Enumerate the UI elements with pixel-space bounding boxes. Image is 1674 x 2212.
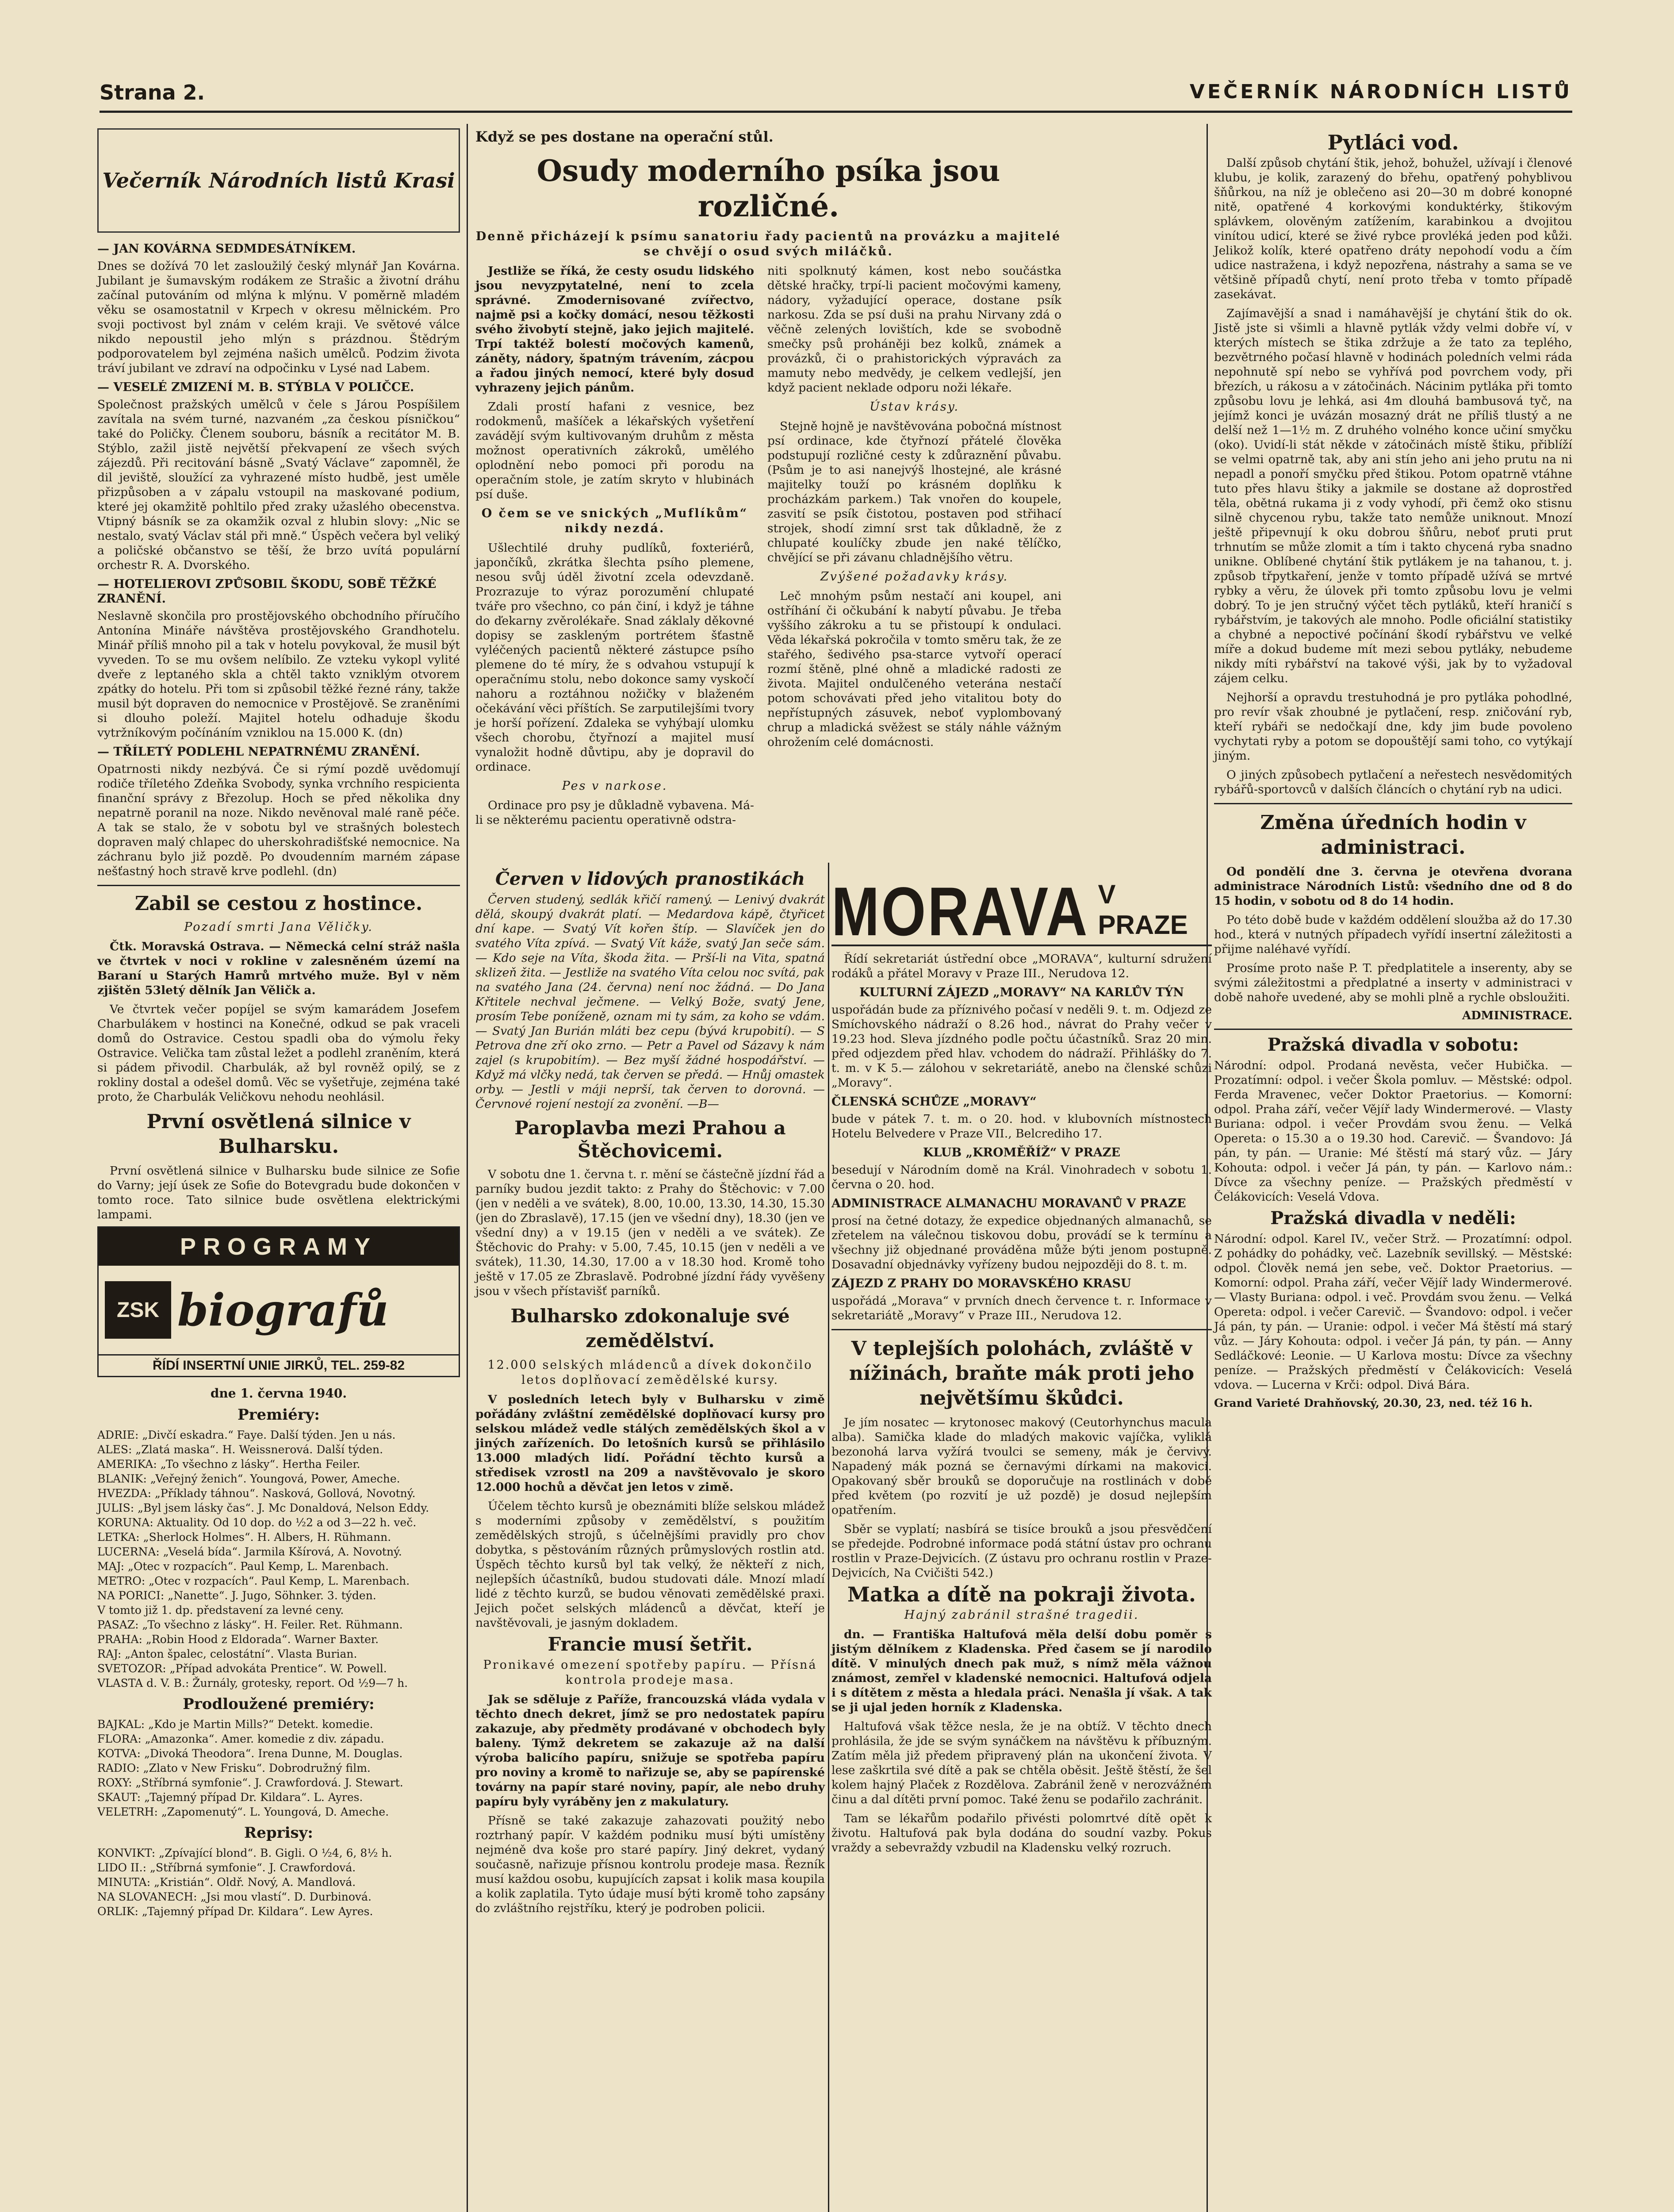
section-title: Prodloužené premiéry: <box>183 1695 375 1713</box>
programs-logo <box>99 1266 459 1354</box>
article-text: Červen studený, sedlák křičí ramený. — Lenivý dvakrát dělá, skoupý dvakrát platí. — Medardova kápě, čtyřicet dní kape. — Svatý Vít kořen štíp. — Slavíček jen do svatého Víta zpívá. — Svatý Vít káže, svatý Jan seče sám. — Kdo seje na Víta, škoda žita. — Prší-li na Vita, spatná sklizeň žita. — Jestliže na svatého Víta celou noc svítá, pak na svatého Jana (24. června) není noc žádná. — Do Jana Křtitele nechval ječmene. — Velký Bože, svatý Jene, prosím Tebe poníženě, oznam mi ty sám, za koho se vdám. — Svatý Jan Burián mláti bez cepu (bývá krupobití). — S Petrova dne zří oko zrno. — Petr a Pavel od Sázavy k nám zajel (s krupobitím). — Bez myší žádné hospodářství. — Když má vlčky nedá, tak červen se předá. — Hnůj omastek orby. — Jestli v máji neprší, tak červen to dorovná. — Červnové rojení nestojí za zvonění. —B— <box>475 893 825 1111</box>
headline: V teplejších polohách, zvláště v nížinách, braňte mák proti jeho největšímu škůdci. <box>849 1337 1195 1409</box>
article-text: Jestliže se říká, že cesty osudu lidského jsou nevyzpytatelné, není to zcela správné. Zmodernisované zvířectvo, najmě psi a kočky domácí, nesou těžkosti svého živobytí stejně, jako jejich majitelé. Trpí taktéž bolestí močových kamenů, záněty, nádory, špatným trávením, zácpou a řadou jiných nemocí, které byly dosud vyhrazeny jejich pánům. <box>475 264 754 395</box>
morava-section <box>831 865 1212 2212</box>
article-title: — JAN KOVÁRNA SEDMDESÁTNÍKEM. <box>97 242 356 256</box>
section-title: Premiéry: <box>238 1406 320 1424</box>
article-text: Tam se lékařům podařilo přivésti polomrtvé dítě opět k životu. Haltufová pak byla dodána do soudní vazby. Pokus vraždy a sebevraždy vzbudil na Kladensku velký rozruch. <box>831 1812 1212 1855</box>
cinema-listing-item: ROXY: „Stříbrná symfonie“. J. Crawfordová. J. Stewart. <box>97 1776 403 1789</box>
column-3 <box>1214 128 1572 2212</box>
cinema-listing-item: ALES: „Zlatá maska“. H. Weissnerová. Další týden. <box>97 1443 383 1456</box>
notice-title: ČLENSKÁ SCHŮZE „MORAVY“ <box>831 1095 1037 1109</box>
cinema-listing-item: METRO: „Otec v rozpacích“. Paul Kemp, L. Marenbach. <box>97 1575 410 1587</box>
article-text: Čtk. Moravská Ostrava. — Německá celní stráž našla ve čtvrtek v noci v rokline v zalesněném území na Baraní u Starých Hamrů mrtvého muže. Byl v něm zjištěn 53letý dělník Jan Věličk a. <box>97 940 460 997</box>
column-rule <box>467 124 468 2212</box>
cinema-listing-item: MAJ: „Otec v rozpacích“. Paul Kemp, L. Marenbach. <box>97 1560 389 1573</box>
vecernik-logo: Večerník Národních listů Krasi <box>97 128 460 233</box>
section-subtitle: Ústav krásy. <box>870 400 959 414</box>
notice-title: KULTURNÍ ZÁJEZD „MORAVY“ NA KARLŮV TÝN <box>859 986 1184 999</box>
reprise-list <box>97 1846 460 1918</box>
cinema-listing-item: NA PORICI: „Nanette“. J. Jugo, Söhnker. 3. týden. <box>97 1589 376 1602</box>
article-text: Účelem těchto kursů je obeznámiti blíže selskou mládež s moderními způsoby v zemědělství, s použitím zemědělských strojů, s účelnějšími pravidly pro chov dobytka, s pěstováním různých průmyslových rostlin atd. Úspěch těchto kursů byl tak velký, že někteří z nich, nejlepších účastníků, budou studovati dále. Mnozí mladí lidé z těchto kurzů, se budou věnovati zemědělské praxi. Jejich počet selských mládenců a děvčat, kteří je navštěvovali, je jasným dokladem. <box>475 1499 825 1630</box>
subheadline: Hajný zabránil strašné tragedii. <box>904 1608 1139 1622</box>
cinema-listing-item: BAJKAL: „Kdo je Martin Mills?“ Detekt. komedie. <box>97 1718 373 1731</box>
article-text: besedují v Národním domě na Král. Vinohradech v sobotu 1. června o 20. hod. <box>831 1163 1212 1191</box>
article-title: — HOTELIEROVI ZPŮSOBIL ŠKODU, SOBĚ TĚŽKÉ ZRANĚNÍ. <box>97 577 437 606</box>
cinema-listing-item: PASAZ: „To všechno z lásky“. H. Feiler. Ret. Rühmann. <box>97 1618 403 1631</box>
cinema-listing-item: ORLIK: „Tajemný případ Dr. Kildara“. Lew Ayres. <box>97 1905 373 1918</box>
article-text: Ve čtvrtek večer popíjel se svým kamarádem Josefem Charbulákem v hostinci na Konečné, odkud se pak vraceli domů do Ostravice. Cestou spadli oba do výmolu řeky Ostravice. Velička tam zůstal ležet a podlehl zraněním, která si pádem přivodil. Charbulák, až byl rovněž opilý, se z rokliny dostal a odešel domů. Věc se vyšetřuje, zejména také proto, že Charbulák Veličkovu nehodu neohlásil. <box>97 1002 460 1104</box>
cinema-listing-item: LIDO II.: „Stříbrná symfonie“. J. Crawfordová. <box>97 1861 356 1874</box>
headline: Paroplavba mezi Prahou a Štěchovicemi. <box>514 1117 786 1162</box>
zsk-logo: ZSK <box>105 1281 171 1339</box>
headline: Francie musí šetřit. <box>548 1633 753 1655</box>
cinema-listing-item: FLORA: „Amazonka“. Amer. komedie z div. západu. <box>97 1732 384 1745</box>
column-1 <box>97 128 460 2212</box>
headline: Pražská divadla v neděli: <box>1270 1208 1516 1229</box>
article-text: Neslavně skončila pro prostějovského obchodního příručího Antonína Mináře návštěva prostějovského Grandhotelu. Minář příliš mnoho pil a tak v hotelu povykoval, že musil být vyveden. To se mu ovšem nelíbilo. Ze vzteku vykopl vylité dveře z leptaného skla a chtěl takto vzniklým otvorem zpátky do hotelu. Při tom si způsobil těžké řezné rány, takže musil být dopraven do nemocnice v Prostějově. Se zraněními si dlouho poleží. Majitel hotelu odhaduje škodu vytržníkovým počínáním vzniklou na 15.000 K. (dn) <box>97 609 460 740</box>
article-title: — TŘÍLETÝ PODLEHL NEPATRNÉMU ZRANĚNÍ. <box>97 745 420 759</box>
cinema-listing-item: NA SLOVANECH: „Jsi mou vlastí“. D. Durbinová. <box>97 1890 372 1903</box>
article-text: Jak se sděluje z Paříže, francouzská vláda vydala v těchto dnech dekret, jímž se pro nedostatek papíru zakazuje, aby předměty prodávané v obchodech byly baleny. Týmž dekretem se zakazuje až na další výroba balicího papíru, snižuje se spotřeba papíru pro noviny a kromě to nařizuje se, aby se papírenské továrny na papír staré noviny, papír, ale nebo druhy papíru byly vyráběny jen z makulatury. <box>475 1693 825 1809</box>
theatre-listing: Národní: odpol. Karel IV., večer Strž. — Prozatímní: odpol. Z pohádky do pohádky, več. Lazebník sevillský. — Městské: odpol. Člověk nemá jen sebe, več. Doktor Praetorius. — Komorní: odpol. Praha září, večer Vějíř lady Windermerové. — Vlasty Buriana: odpol. i več. Provdám svou ženu. — Velká Opereta: odpol. i večer Carevič. — Švandovo: odpol. i večer Já pán, ty pán. — Uranie: odpol. i večer Má štěstí má starý vůz. — Járy Kohouta: odpol. i večer Já pán, ty pán. — Anny Sedláčkové: Leonie. — U Karlova mostu: Dívce za všechny peníze. — Pražských předměstí v Čelákovicích: Veselá vdova. — Lucerna v Krči: odpol. Divá Bára. <box>1214 1232 1572 1392</box>
cinema-listing-item: AMERIKA: „To všechno z lásky“. Hertha Feiler. <box>97 1458 360 1471</box>
subheadline: Pronikavé omezení spotřeby papíru. — Přísná kontrola prodeje masa. <box>483 1658 817 1687</box>
morava-subtitle: V PRAZE <box>1098 879 1188 940</box>
article-text: Prosíme proto naše P. T. předplatitele a inserenty, aby se svými záležitostmi a předplatné a inserty v administraci v době nahoře uvedené, aby se mohli plně a rychle obsloužiti. <box>1214 961 1572 1004</box>
main-subheadline: Denně přicházejí k psímu sanatoriu řady pacientů na provázku a majitelé se chvějí o osud svých miláčků. <box>475 230 1061 258</box>
article-text: Je jím nosatec — krytonosec makový (Ceutorhynchus macula alba). Samička klade do mladých makovic vajíčka, vyliklá bezonohá larva vyžírá tvoulci se semeny, mák je červivý. Napadený mák pozná se černavými dírkami na makovici. Opakovaný sběr brouků se doporučuje na rostlinách v době před květem (po rozvití je už pozdě) je dosud nejlepším opatřením. <box>831 1416 1212 1517</box>
divider <box>97 885 460 886</box>
article-text: O jiných způsobech pytlačení a neřestech nesvědomitých rybářů-sportovců v dalších článcích o chytání ryb na udici. <box>1214 768 1572 796</box>
article-kicker: Když se pes dostane na operační stůl. <box>475 128 774 145</box>
cinema-listing-item: HVEZDA: „Příklady táhnou“. Nasková, Gollová, Novotný. <box>97 1487 416 1500</box>
article-text: Po této době bude v každém oddělení sloužba až do 17.30 hod., která v nutných případech vyřídí insertní záležitosti a přijme naléhavé vyřídí. <box>1214 913 1572 956</box>
article-text: Sběr se vyplatí; nasbírá se tisíce brouků a jsou přesvědčení se předejde. Podrobné informace podá státní ústav pro ochranu rostlin v Praze-Dejvicích. (Z ústavu pro ochranu rostlin v Praze-Dejvicích, Na Cvičišti 542.) <box>831 1522 1212 1580</box>
section-subtitle: Zvýšené požadavky krásy. <box>820 570 1009 584</box>
cinema-listing-item: VELETRH: „Zapomenutý“. L. Youngová, D. Ameche. <box>97 1805 389 1818</box>
article-text: Přísně se také zakazuje zahazovati použitý nebo roztrhaný papír. V každém podniku musí býti umístěny nejméně dva koše pro staré papíry. Jiný dekret, vydaný současně, nařizuje přísnou kontrolu prodeje masa. Řezník musí každou osobu, kupujících zapsat i kolik masa koupila a kolik zaplatila. Tyto údaje musí býti kromě toho zapsány do zvláštního rejstříku, který je podroben policii. <box>475 1814 825 1915</box>
headline: Změna úředních hodin v administraci. <box>1260 811 1526 859</box>
main-article <box>475 128 1061 827</box>
program-date: dne 1. června 1940. <box>210 1386 347 1401</box>
article-text: uspořádán bude za příznivého počasí v neděli 9. t. m. Odjezd ze Smíchovského nádraží o 8.26 hod., návrat do Prahy večer v 19.23 hod. Sleva jízdného podle počtu účastníků. Sraz 20 min. před odjezdem před hlav. vchodem do nádraží. Přihlášky do 7. t. m. v K 5.— zálohou v sekretariátě, anebo na členské schůzi „Moravy“. <box>831 1003 1212 1090</box>
article-text: Haltufová však těžce nesla, že je na obtíž. V těchto dnech prohlásila, že jde se svým synáčkem na návštěvu k příbuzným. Zatím měla již předem připravený plán na ukončení života. V lese zaškrtila své dítě a pak se chtěla oběsit. Ještě štěstí, že šel kolem hajný Plaček z Rozdělova. Zabránil ženě v nerozvážném činu a dal dítěti první pomoc. Také ženu se podařilo zachránit. <box>831 1720 1212 1806</box>
article-text: bude v pátek 7. t. m. o 20. hod. v klubovních místnostech Hotelu Belvedere v Praze VII., Belcrediho 17. <box>831 1112 1212 1141</box>
notice-title: ZÁJEZD Z PRAHY DO MORAVSKÉHO KRASU <box>831 1277 1131 1290</box>
page-number: Strana 2. <box>100 81 205 104</box>
section-title: Reprisy: <box>244 1824 313 1842</box>
headline: Bulharsko zdokonaluje své zemědělství. <box>510 1305 790 1352</box>
cinema-listing-item: SKAUT: „Tajemný případ Dr. Kildara“. L. Ayres. <box>97 1791 363 1804</box>
subheadline: 12.000 selských mládenců a dívek dokončilo letos doplňovací zemědělské kursy. <box>487 1358 813 1387</box>
column-2 <box>475 865 825 2212</box>
programs-banner: PROGRAMY <box>99 1228 459 1266</box>
divider <box>1214 1029 1572 1030</box>
article-text: Ušlechtilé druhy pudlíků, foxteriérů, japončíků, zkrátka šlechta psího plemene, nesou svůj úděl životní zcela odevzdaně. Prozrazuje to výraz porozumění chlupaté tváře pro všechno, co pán činí, i když je táhne do ďekarny zvěrolékaře. Snad záklaly děkovné dopisy se zaskleným portrétem šťastně vyléčených pacientů některé zástupce psího plemene do té míry, že s odvahou vstupují k operačnímu stolu, nebo dokonce samy vyskočí nahoru a roztáhnou nožičky v blaženém očekávání věci příštích. Se zarputilejšími tvory je horší pořízení. Zdaleka se vyhýbají ulomku všech chorobu, čtyřnozí a majitel musí vynaložit hodně důvtipu, aby je dopravil do ordinace. <box>475 541 754 774</box>
cinema-listing-item: ADRIE: „Divčí eskadra.“ Faye. Další týden. Jen u nás. <box>97 1429 396 1441</box>
extended-premiere-list <box>97 1717 460 1819</box>
section-subtitle: Pes v narkose. <box>562 779 668 793</box>
article-text: Řídí sekretariát ústřední obce „MORAVA“, kulturní sdružení rodáků a přátel Moravy v Praze III., Nerudova 12. <box>831 952 1212 980</box>
article-text: Dnes se dožívá 70 let zasloužilý český mlynář Jan Kovárna. Jubilant je šumavským rodákem ze Strašic a životní dráhu začínal putováním od mlýna k mlýnu. V poměrně mladém věku se osamostatnil v Krpech v okresu mělnickém. Pro svoji poctivost byl znám v celém kraji. Ve světové válce nikdo nepoustil jeho mlýn s prázdnou. Štědrým podporovatelem byl zejména našich umělců. Podzim života tráví jubilant ve zdraví na odpočinku v Lysé nad Labem. <box>97 259 460 375</box>
article-text: Další způsob chytání štik, jehož, bohužel, užívají i členové klubu, je kolik, zarazený do břehu, opatřený pohyblivou šňůrkou, na níž je oblečeno asi 20—30 m dobré konopné nitě, opatřené 4 korkovými konduktérky, štikovým splávkem, olověným zatížením, karabinkou a dvojitou vinítou udicí, které se živé rybce provléká jeden pod kůži. Jelikož kolík, které opatřeno dráty nepohodí vodu a čím udice nastražena, i když nepozřena, nástrahy a sama se ve většině případů chytí, není proto třeba v tomto případě zasekávat. <box>1214 156 1572 301</box>
section-subtitle: O čem se ve snických „Muflíkům“ nikdy nezdá. <box>481 507 748 535</box>
cinema-listing-item: MINUTA: „Kristián“. Oldř. Nový, A. Mandlová. <box>97 1876 356 1889</box>
cinema-listing-item: RAJ: „Anton špalec, celostátní“. Vlasta Burian. <box>97 1647 357 1660</box>
headline: Pražská divadla v sobotu: <box>1267 1034 1519 1055</box>
headline: Pytláci vod. <box>1327 131 1459 154</box>
varieté-notice: Grand Varieté Drahňovský, 20.30, 23, ned. též 16 h. <box>1214 1397 1533 1409</box>
column-rule <box>828 863 829 2212</box>
cinema-listing-item: BLANIK: „Veřejný ženich“. Youngová, Power, Ameche. <box>97 1472 400 1485</box>
article-text: niti spolknutý kámen, kost nebo součástka dětské hračky, trpí-li pacient močovými kameny, nádory, vyžadující operace, dostane psík narkosu. Zda se psí duši na prahu Nirvany zdá o věčně zelených lovištích, kde se svobodně smečky psů proháněji bez kolků, známek a provázků, či o prahistorických výpravách za mamuty nebo medvědy, je celkem vedlejší, jen když pacient neklade odporu noži lékaře. <box>767 264 1061 395</box>
morava-title: MORAVA <box>831 872 1089 950</box>
signature: ADMINISTRACE. <box>1462 1009 1572 1022</box>
newspaper-name: VEČERNÍK NÁRODNÍCH LISTŮ <box>1189 81 1572 103</box>
morava-banner <box>831 865 1212 950</box>
article-text: Společnost pražských umělců v čele s Járou Pospíšilem zavítala na svém turné, nazvaném „za českou písničkou“ také do Poličky. Členem souboru, básník a recitátor M. B. Stýblo, zažil jistě největší překvapení ze všech svých zájezdů. Při recitování básně „Svatý Václave“ zapomněl, že dil jeviště, sloužící za vyhrazené místo hudbě, jest uměle přizpůsoben a v zápalu vstoupil na maskované podium, které jej okamžitě pohltilo před zraky užaslého obecenstva. Vtipný básník se za okamžik ozval z hlubin slovy: „Nic se nestalo, svatý Václav stál při mně.“ Úspěch večera byl veliký a poličské občanstvo se těší, že brzo uvítá populární orchestr R. A. Dvorského. <box>97 398 460 572</box>
article-text: Nejhorší a opravdu trestuhodná je pro pytláka pohodlné, pro revír však zhoubné je pytlačení, resp. zničování ryb, kteří rybáři se nedočkají dne, kdy jim bude povoleno vychytati ryby a potom se dopouštějí sami toho, co vytýkají jiným. <box>1214 691 1572 763</box>
cinema-listing-item: VLASTA d. V. B.: Žurnály, grotesky, report. Od ½9—7 h. <box>97 1677 408 1690</box>
cinema-listing-item: KORUNA: Aktuality. Od 10 dop. do ½2 a od 3—22 h. več. <box>97 1516 417 1529</box>
main-headline: Osudy moderního psíka jsou rozličné. <box>536 154 1000 223</box>
article-text: V sobotu dne 1. června t. r. mění se částečně jízdní řád a parníky budou jezdit takto: z Prahy do Štěchovic: v 7.00 (jen v neděli a ve svátek), 8.00, 10.00, 13.30, 14.30, 15.30 (jen do Zbraslavě), 17.15 (jen ve všední dny), 18.30 (jen ve všední dny) a v 19.15 (jen v neděli a ve svátek). Ze Štěchovic do Prahy: v 5.00, 7.45, 10.15 (jen v neděli a ve svátek), 11.30, 14.30, 17.00 a v 18.30 hod. Kromě toho ještě v 17.05 ze Zbraslavě. Podrobné jízdní řády vyvěšeny jsou v všech přístavišť parníků. <box>475 1167 825 1298</box>
article-text: dn. — Františka Haltufová měla delší dobu poměr s jistým dělníkem z Kladenska. Před časem se jí narodilo dítě. V minulých dnech pak muž, s nímž měla vážnou známost, zemřel v kladenské nemocnici. Haltufová odjela i s dítětem z města a hledala práci. Nenašla jí však. A tak se ji ujal jeden horník z Kladenska. <box>831 1628 1212 1714</box>
premiere-list <box>97 1428 460 1690</box>
article-text: Stejně hojně je navštěvována pobočná místnost psí ordinace, kde čtyřnozí přátelé člověka podstupují rozličné cesty k zdůraznění půvabu. (Psům je to asi nanejvýš lhostejné, ale krásné majitelky touží po krásném doplňku k procházkám parkem.) Tak vnořen do koupele, zasvití se psík čistotou, postaven pod střihací strojek, shodí zimní srst tak důkladně, že z chlupaté koulíčky zbude jen naké tělíčko, chvějící se při závanu chladnějšího větru. <box>767 419 1061 565</box>
cinema-listing-item: LETKA: „Sherlock Holmes“. H. Albers, H. Rühmann. <box>97 1531 391 1544</box>
cinema-listing-item: SVETOZOR: „Případ advokáta Prentice“. W. Powell. <box>97 1662 387 1675</box>
headline: První osvětlená silnice v Bulharsku. <box>146 1110 411 1158</box>
article-text: uspořádá „Morava“ v prvních dnech července t. r. Informace v sekretariátě „Moravy“ v Praze III., Nerudova 12. <box>831 1294 1212 1322</box>
article-title: — VESELÉ ZMIZENÍ M. B. STÝBLA V POLIČCE. <box>97 380 414 394</box>
divider <box>1214 803 1572 804</box>
headline: Červen v lidových pranostikách <box>495 868 805 889</box>
subheadline: Pozadí smrti Jana Věličky. <box>184 920 373 934</box>
article-text: Zajímavější a snad i namáhavější je chytání štik do ok. Jistě jste si všimli a hlavně pytlák vždy velmi dobře ví, v kterých místech se štika zdržuje a že tato za teplého, bezvětrného počasí hlavně v hodinách poledních velmi ráda nepohnutě spí nebo se vyhřívá pod povrchem vody, při březích, u rákosu a v zátočinách. Nácinim pytláka při tomto způsobu lovu je lehká, asi 4m dlouhá bambusová tyč, na jejímž konci je uvázán mosazný drát ne příliš tlustý a ne delší než 1—1½ m. Z druhého volného konce učiní smyčku (oko). Uvidí-li stát někde v zátočinách místě štiku, přiblíží se velmi opatrně tak, aby ani stín jeho ani jeho prutu na ni nepadl a ponoří smyčku před štikou. Potom opatrně vtáhne tuto přes hlavu štiky a jakmile se dostane až doprostřed těla, obětná rukama ji z vody vyhodí, při čemž oko stisnu silně chycenou rybu, takže tato nemůže uniknout. Mnozí ještě připevnují k oku dobrou šňůru, neboť pruti prut trhnutím se může zlomit a tím i takto chycená ryba snadno unikne. Oblíbené chytání štik pytlákem je na tahanou, t. j. způsob třpytkaření, jenže v tomto případě užívá se mrtvé rybky a věru, že úlovek při tomto způsobu lovu je velmi dobrý. To je jen stručný výčet těch pytláků, kteří hraničí s rybářstvím, je takových ale mnoho. Podle oficiální statistiky a chybné a nepoctivé počínání škodí rybářstvu ve velké míře a dokud budeme mít mezi sebou pytláky, nebudeme nikdy míti rybářství na takové výši, jak by to vyžadoval zájem celku. <box>1214 307 1572 685</box>
article-text: Zdali prostí hafani z vesnice, bez rodokmenů, mašíček a lékařských vyšetření zavádějí svým kultivovaným druhům z města možnost operativních zákroků, umělého oplodnění nebo pomoci při porodu na operačním stole, je zatím skryto v hlubinách psí duše. <box>475 400 754 501</box>
article-text: Od pondělí dne 3. června je otevřena dvorana administrace Národních Listů: všedního dne od 8 do 15 hodin, v sobotu od 8 do 14 hodin. <box>1214 865 1572 908</box>
article-text: Opatrnosti nikdy nezbývá. Če si rýmí pozdě uvědomují rodiče tříletého Zdeňka Svobody, synka vrchního respicienta finanční správy z Březolup. Hoch se před několika dny nepatrně poranil na noze. Nikdo nevěnoval malé raně péče. A tak se stalo, že v sobotu byl ve strašných bolestech dopraven malý chlapec do uherskohradišťské nemocnice. Na záchranu bylo již pozdě. Po dvoudenním marném zápase nešťastný hoch stravě krve podlehl. (dn) <box>97 762 460 878</box>
cinema-listing-item: KONVIKT: „Zpívající blond“. B. Gigli. O ½4, 6, 8½ h. <box>97 1847 392 1859</box>
page-header <box>100 71 1572 113</box>
cinema-listing-item: LUCERNA: „Veselá bída“. Jarmila Kšírová, A. Novotný. <box>97 1545 402 1558</box>
notice-title: KLUB „KROMĚŘÍŽ“ V PRAZE <box>923 1146 1121 1160</box>
headline: Matka a dítě na pokraji života. <box>847 1582 1196 1606</box>
article-text: Ordinace pro psy je důkladně vybavena. Má-li se některému pacientu operativně odstra- <box>475 799 754 827</box>
cinema-listing-item: KOTVA: „Divoká Theodora“. Irena Dunne, M. Douglas. <box>97 1747 403 1760</box>
cinema-listing-item: RADIO: „Zlato v New Frisku“. Dobrodružný film. <box>97 1762 371 1774</box>
programs-footer: ŘÍDÍ INSERTNÍ UNIE JIRKŮ, TEL. 259-82 <box>99 1354 459 1376</box>
divider <box>831 1329 1212 1330</box>
cinema-listing-item: PRAHA: „Robin Hood z Eldorada“. Warner Baxter. <box>97 1633 379 1646</box>
article-text: prosí na četné dotazy, že expedice objednaných almanachů, se zřetelem na válečnou tiskovou dobu, provádí se k termínu a všechny již objednané prováděna může býti jenom postupně. Dosavadní objednávky vyřízeny budou nejpozději do 8. t. m. <box>831 1214 1212 1271</box>
biografu-logo: biografů <box>177 1284 389 1336</box>
cinema-listing-item: V tomto již 1. dp. představení za levné ceny. <box>97 1604 344 1617</box>
article-text: První osvětlená silnice v Bulharsku bude silnice ze Sofie do Varny; její úsek ze Sofie do Botevgradu bude dokončen v tomto roce. Tato silnice bude osvětlena elektrickými lampami. <box>97 1164 460 1221</box>
article-text: Leč mnohým psům nestačí ani koupel, ani ostříhání či očkubání k nabytí půvabu. Je třeba vyššího zákroku a tu se přistoupí k ondulaci. Věda lékařská pokročila v tomto směru tak, že ze stařého, šedivého psa-starce vytvoří operací rozmí štěně, plné ohně a mladické radosti ze života. Majitel ondulčeného veterána nestačí potom schovávati před jeho vitalitou boty do nepřístupných zásuvek, neboť vyplombovaný chrup a mladická svěžest se stály náhle vážným ohrožením celé domácnosti. <box>767 589 1061 749</box>
notice-title: ADMINISTRACE ALMANACHU MORAVANŮ V PRAZE <box>831 1197 1186 1210</box>
headline: Zabil se cestou z hostince. <box>134 892 423 915</box>
article-text: V posledních letech byly v Bulharsku v zimě pořádány zvláštní zemědělské doplňovací kursy pro selskou mládež vedle stálých zemědělských škol a v jiných zařízeních. Do letošních kursů se přihlásilo 13.000 mladých lidí. Pořádní těchto kursů a středisek vzrostl na 209 a navštěvovalo je skoro 12.000 hochů a děvčat jen letos v zimě. <box>475 1393 825 1494</box>
theatre-listing: Národní: odpol. Prodaná nevěsta, večer Hubička. — Prozatímní: odpol. i večer Škola pomluv. — Městské: odpol. Ferda Mravenec, večer Doktor Praetorius. — Komorní: odpol. Praha září, večer Vějíř lady Windermerové. — Vlasty Buriana: odpol. i večer Provdám svou ženu. — Velká Opereta: o 15.30 a o 19.30 hod. Carevič. — Švandovo: Já pán, ty pán. — Uranie: Mé štěstí má starý vůz. — Járy Kohouta: odpol. i večer Já pán, ty pán. — Karlovo nám.: Dívce za všechny peníze. — Pražských předměstí v Čelákovicích: Veselá Vdova. <box>1214 1059 1572 1204</box>
cinema-programs-ad <box>97 1226 460 1377</box>
cinema-listing-item: JULIS: „Byl jsem lásky čas“. J. Mc Donaldová, Nelson Eddy. <box>97 1502 429 1514</box>
